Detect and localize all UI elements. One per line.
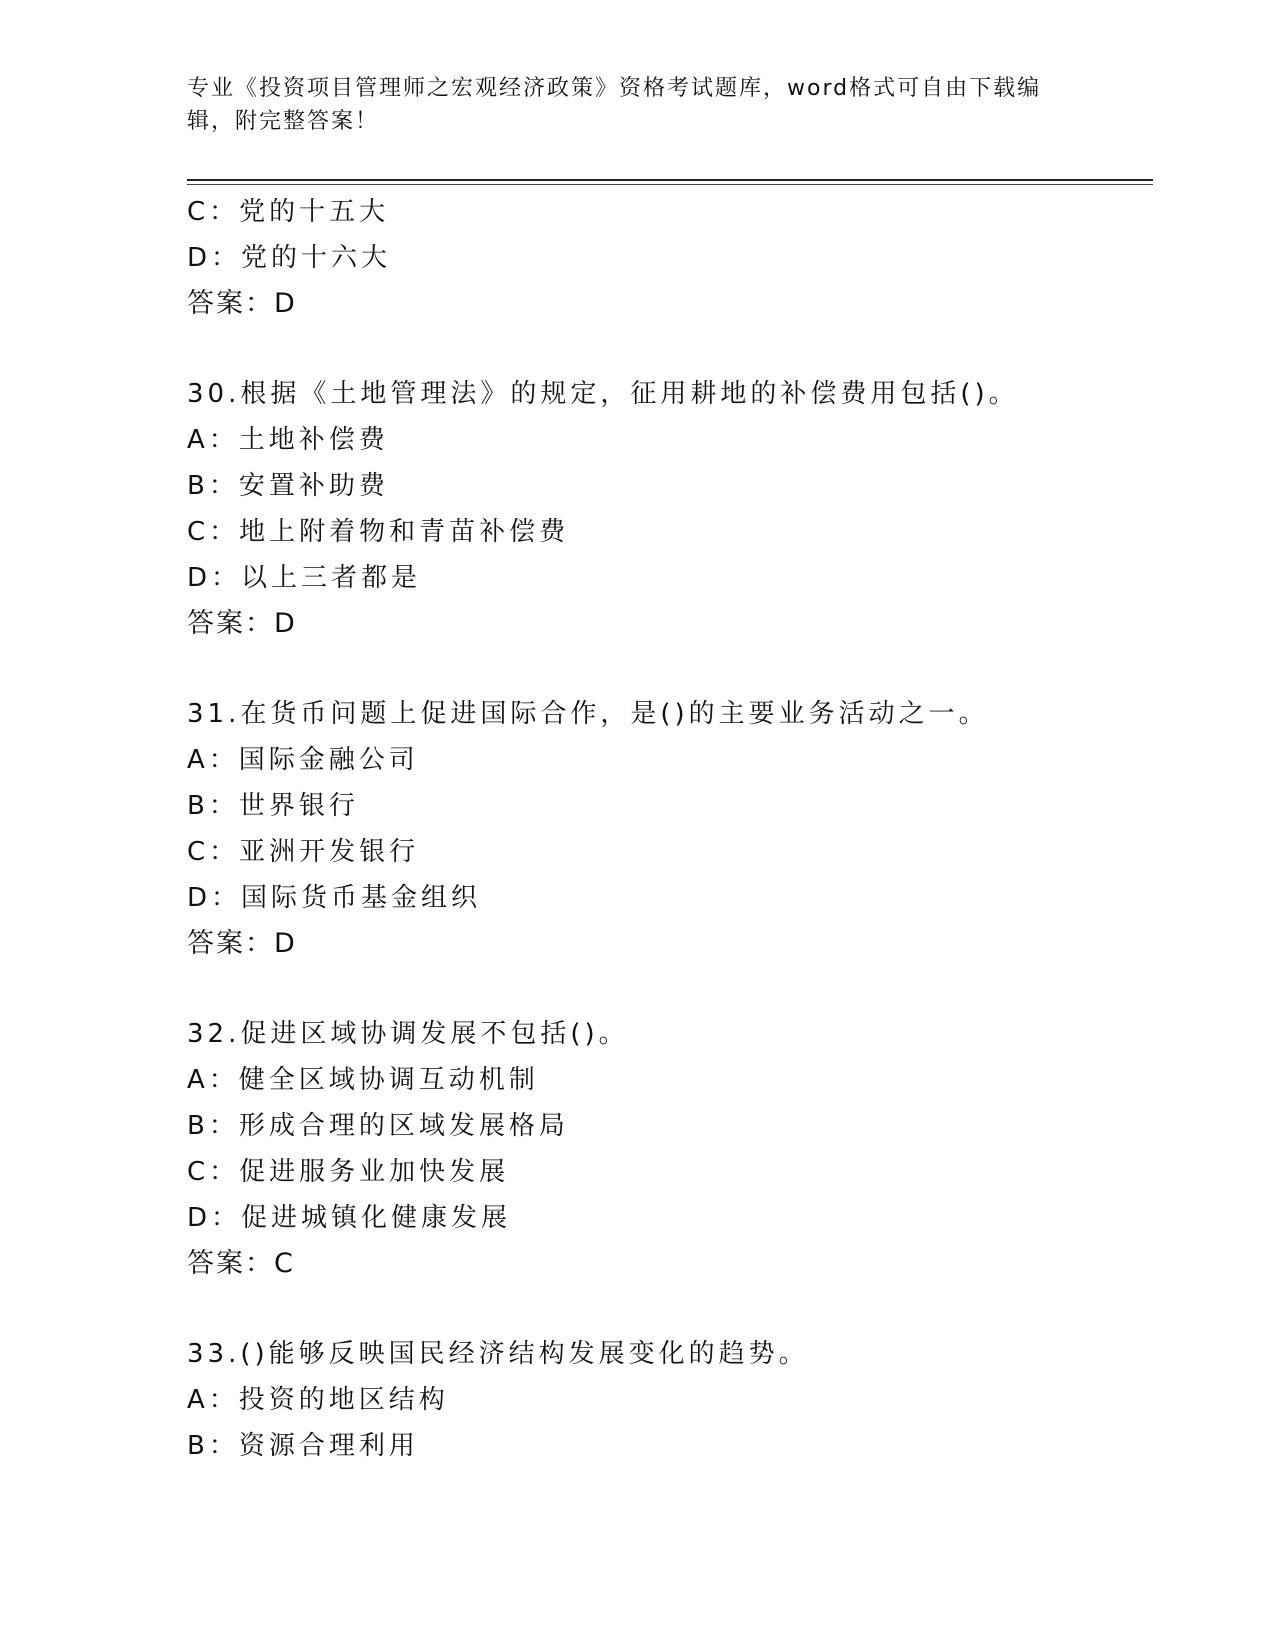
option-c: C：党的十五大 [187,197,390,227]
question-31 [187,691,1153,967]
option-b: B：世界银行 [187,791,359,821]
question-list [187,189,1153,1469]
answer: 答案：D [187,928,297,959]
option-c: C：亚洲开发银行 [187,837,420,867]
question-33 [187,1331,1153,1469]
option-a: A：土地补偿费 [187,425,389,455]
question-32 [187,1011,1153,1287]
option-b: B：资源合理利用 [187,1431,419,1461]
spacer [187,647,1153,691]
header-text: 专业《投资项目管理师之宏观经济政策》资格考试题库，word格式可自由下载编辑，附完整答案！ [187,76,1042,134]
spacer [187,327,1153,371]
answer: 答案：D [187,288,297,319]
option-d: D：以上三者都是 [187,563,422,593]
document-header [187,72,1067,138]
question-30 [187,371,1153,647]
header-divider-thin [187,184,1153,185]
header-divider-thick [187,179,1153,181]
option-a: A：投资的地区结构 [187,1385,449,1415]
question-29-continuation [187,189,1153,327]
option-a: A：健全区域协调互动机制 [187,1065,539,1095]
question-stem: 33.()能够反映国民经济结构发展变化的趋势。 [187,1339,809,1369]
option-c: C：地上附着物和青苗补偿费 [187,517,570,547]
answer: 答案：D [187,608,297,639]
option-c: C：促进服务业加快发展 [187,1157,510,1187]
spacer [187,967,1153,1011]
question-stem: 30.根据《土地管理法》的规定，征用耕地的补偿费用包括()。 [187,379,1019,409]
option-d: D：党的十六大 [187,243,392,273]
option-d: D：国际货币基金组织 [187,883,482,913]
question-stem: 31.在货币问题上促进国际合作，是()的主要业务活动之一。 [187,699,989,729]
option-d: D：促进城镇化健康发展 [187,1203,512,1233]
spacer [187,1287,1153,1331]
question-stem: 32.促进区域协调发展不包括()。 [187,1019,629,1049]
option-b: B：形成合理的区域发展格局 [187,1111,569,1141]
answer: 答案：C [187,1248,295,1279]
option-b: B：安置补助费 [187,471,389,501]
option-a: A：国际金融公司 [187,745,419,775]
